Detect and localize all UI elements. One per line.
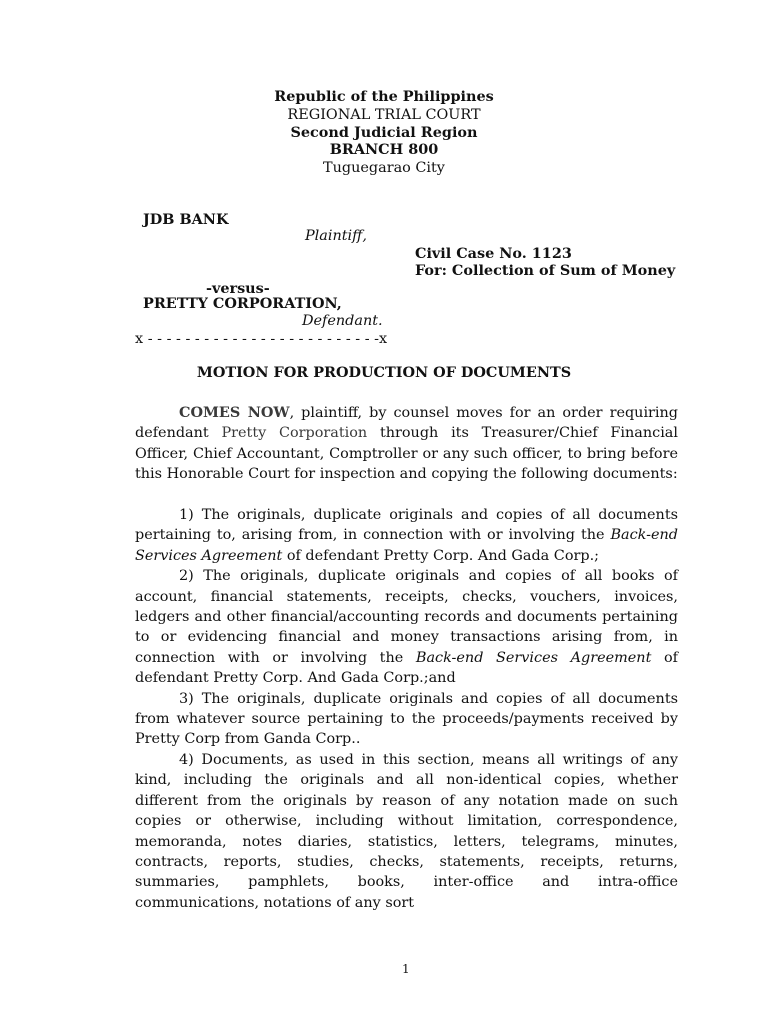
court-header-region: Second Judicial Region — [290, 124, 478, 141]
intro-paragraph — [135, 403, 678, 485]
item-2-text-a: 2) The originals, duplicate originals and copies of all books of account, financial statements, receipts, checks, vouchers, invoices, ledgers and other financial/accounting records and documents pertaining to or evidencing financial and money transactions arising from, in connection with or involving the — [135, 568, 678, 666]
item-1-text-b: of defendant Pretty Corp. And Gada Corp.; — [282, 547, 600, 564]
intro-defendant: Pretty Corporation — [221, 425, 368, 442]
court-header-branch: BRANCH 800 — [329, 141, 439, 158]
item-1 — [135, 505, 678, 566]
page-number: 1 — [402, 962, 410, 976]
item-2 — [135, 566, 678, 688]
item-2-text-b: of defendant Pretty Corp. And Gada Corp.;and — [135, 649, 678, 687]
plaintiff-name: JDB BANK — [143, 211, 229, 228]
intro-text-2: through its Treasurer/Chief Financial Officer, Chief Accountant, Comptroller or any such officer, to bring before this Honorable Court for inspection and copying the following documents: — [135, 425, 678, 483]
caption-separator: x - - - - - - - - - - - - - - - - - - - - - - - - -x — [135, 331, 388, 347]
case-number: Civil Case No. 1123 — [415, 245, 572, 262]
case-nature: For: Collection of Sum of Money — [415, 262, 676, 279]
item-2-agreement: Back-end Services Agreement — [415, 649, 652, 666]
item-1-text-a: 1) The originals, duplicate originals and copies of all documents pertaining to, arising from, in connection with or involving the — [135, 507, 678, 544]
plaintiff-role: Plaintiff, — [305, 228, 367, 244]
court-header-city: Tuguegarao City — [323, 160, 445, 176]
intro-text-1: , plaintiff, by counsel moves for an order requiring defendant — [135, 405, 679, 442]
document-title: MOTION FOR PRODUCTION OF DOCUMENTS — [196, 364, 572, 381]
versus-label: -versus- — [206, 280, 270, 297]
comes-now-label: COMES NOW — [179, 404, 290, 421]
blank-line — [135, 485, 678, 505]
item-4: 4) Documents, as used in this section, means all writings of any kind, including the originals and all non-identical copies, whether different from the originals by reason of any notation made on such copies or otherwise, including without limitation, correspondence, memoranda, notes diaries, statistics, letters, telegrams, minutes, contracts, reports, studies, checks, statements, receipts, returns, summaries, pamphlets, books, inter-office and intra-office communications, notations of any sort — [135, 751, 678, 911]
item-1-agreement: Back-end Services Agreement — [135, 527, 678, 564]
motion-body — [135, 403, 678, 913]
item-3: 3) The originals, duplicate originals and copies of all documents from whatever source pertaining to the proceeds/payments received by Pretty Corp from Ganda Corp.. — [135, 690, 678, 748]
defendant-role: Defendant. — [302, 313, 383, 329]
defendant-name: PRETTY CORPORATION, — [143, 295, 342, 312]
court-header-rtc: REGIONAL TRIAL COURT — [287, 107, 481, 123]
court-header-republic: Republic of the Philippines — [274, 88, 494, 105]
